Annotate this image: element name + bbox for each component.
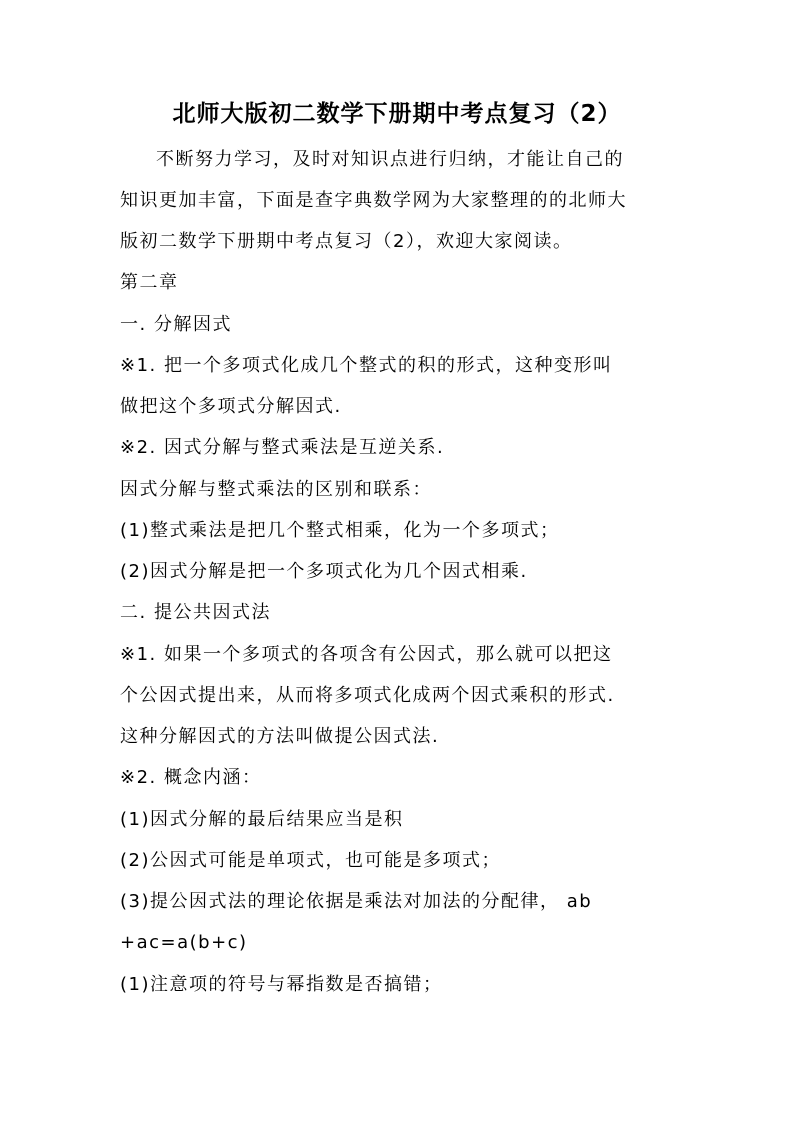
paragraph-line: 因式分解与整式乘法的区别和联系： — [120, 479, 432, 500]
list-item: (2)因式分解是把一个多项式化为几个因式相乘. — [120, 561, 528, 582]
section-heading: 一. 分解因式 — [120, 314, 232, 335]
paragraph-line: 知识更加丰富，下面是查字典数学网为大家整理的的北师大 — [120, 190, 627, 211]
formula-line: +ac=a(b+c) — [120, 932, 248, 953]
paragraph-line: 个公因式提出来，从而将多项式化成两个因式乘积的形式. — [120, 685, 615, 706]
section-heading: 二. 提公共因式法 — [120, 602, 271, 623]
list-item: (1)注意项的符号与幂指数是否搞错； — [120, 974, 443, 995]
paragraph-line: 版初二数学下册期中考点复习（2），欢迎大家阅读。 — [120, 231, 573, 252]
paragraph-line: ※1. 把一个多项式化成几个整式的积的形式，这种变形叫 — [120, 355, 613, 376]
list-item: (2)公因式可能是单项式，也可能是多项式； — [120, 850, 501, 871]
paragraph-line: 这种分解因式的方法叫做提公因式法. — [120, 726, 440, 747]
chapter-heading: 第二章 — [120, 272, 179, 293]
list-item: (3)提公因式法的理论依据是乘法对加法的分配律， ab — [120, 891, 593, 912]
paragraph-line: ※2. 概念内涵： — [120, 767, 262, 788]
document-title: 北师大版初二数学下册期中考点复习（2） — [172, 101, 622, 127]
paragraph-line: ※2. 因式分解与整式乘法是互逆关系. — [120, 437, 445, 458]
paragraph-line: 做把这个多项式分解因式. — [120, 396, 342, 417]
list-item: (1)整式乘法是把几个整式相乘，化为一个多项式； — [120, 520, 560, 541]
paragraph-line: 不断努力学习，及时对知识点进行归纳，才能让自己的 — [156, 149, 624, 170]
paragraph-line: ※1. 如果一个多项式的各项含有公因式，那么就可以把这 — [120, 644, 613, 665]
list-item: (1)因式分解的最后结果应当是积 — [120, 809, 404, 830]
